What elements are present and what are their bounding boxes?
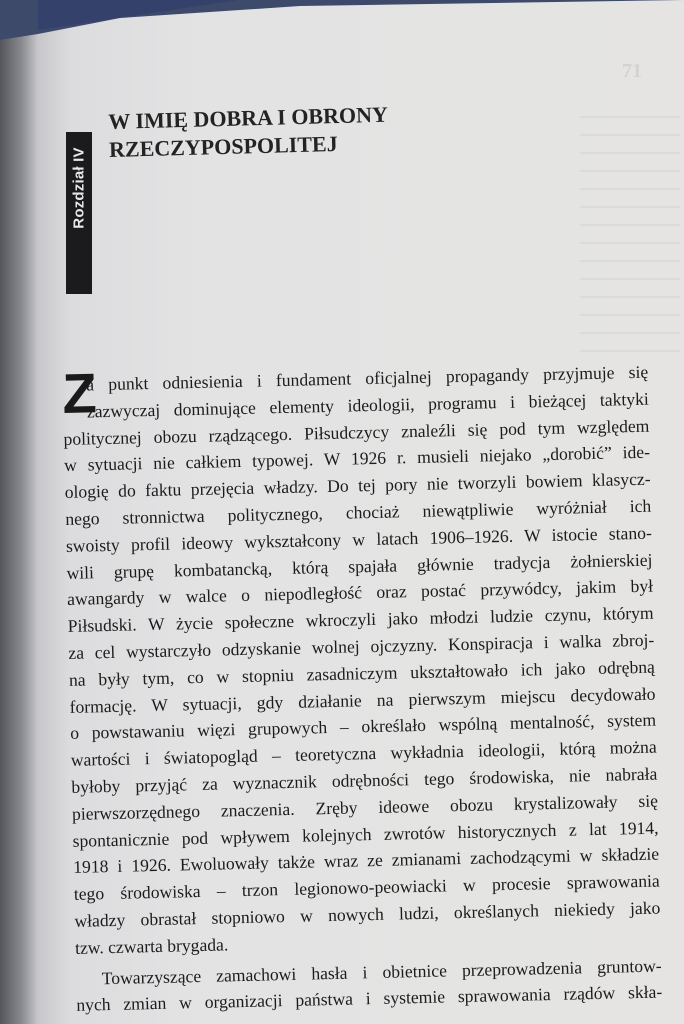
text-line: wili grupę kombatancką, którą spajała głównie tradycja żołnierskiej (66, 549, 653, 583)
text-line: swoisty profil ideowy wykształcony w latach 1906–1926. W istocie stano- (65, 522, 653, 556)
text-line: a punkt odniesienia i fundament oficjalnej propagandy przyjmuje się (86, 361, 649, 395)
text-line: za cel wystarczyło odzyskanie wolnej ojczyzny. Konspiracja i walka zbroj- (68, 629, 655, 663)
text-line: tego środowiska – trzon legionowo-peowiacki w procesie sprawowania (73, 870, 660, 905)
text-line: tzw. czwarta brygada. (74, 934, 229, 958)
drop-cap: Z (61, 361, 98, 425)
text-line: nego stronnictwa politycznego, chociaż niewątpliwie wyróżniał ich (65, 495, 652, 529)
text-line: 1918 i 1926. Ewoluowały także wraz ze zmianami zachodzącymi w składzie (73, 843, 660, 878)
body-text (62, 359, 663, 1019)
text-line: ologię do faktu przejęcia władzy. Do tej pory nie tworzyli bowiem klasycz- (64, 468, 651, 503)
text-line: byłoby przyjąć za wyznacznik odrębności tego środowiska, nie nabrała (71, 763, 658, 797)
text-line: w sytuacji nie całkiem typowej. W 1926 r. musieli niejako „dorobić” ide- (63, 442, 651, 476)
chapter-title (108, 101, 389, 164)
text-line: Towarzyszące zamachowi hasła i obietnice przeprowadzenia gruntow- (101, 955, 662, 988)
text-line: wartości i światopogląd – teoretyczna wykładnia ideologii, którą można (70, 736, 657, 771)
text-line: formację. W sytuacji, gdy działanie na pierwszym miejscu decydowało (69, 683, 656, 717)
show-through-page-number: 71 (622, 60, 642, 82)
text-line: spontanicznie pod wpływem kolejnych zwrotów historycznych z lat 1914, (72, 817, 659, 851)
text-line: o powstawaniu więzi grupowych – określało wspólną mentalność, system (69, 709, 657, 744)
chapter-title-line-2: RZECZYPOSPOLITEJ (108, 131, 338, 162)
text-line: Piłsudski. W życie społeczne wkroczyli jako młodzi ludzie czynu, którym (67, 602, 654, 637)
text-line: nych zmian w organizacji państwa i systemie sprawowania rządów skła- (76, 981, 663, 1016)
text-line: politycznej obozu rządzącego. Piłsudczycy znaleźli się pod tym względem (63, 415, 650, 449)
text-line: awangardy w walce o niepodległość oraz postać przywódcy, jakim był (66, 576, 654, 610)
chapter-title-line-1: W IMIĘ DOBRA I OBRONY (108, 101, 389, 134)
text-line: pierwszorzędnego znaczenia. Zręby ideowe obozu krystalizowały się (71, 790, 659, 824)
text-line: na były tym, co w stopniu zasadniczym ukształtowało ich jako odrębną (68, 656, 656, 690)
text-line: władzy obrastał stopniowo w nowych ludzi, określanych niekiedy jako (74, 897, 661, 931)
text-line: zazwyczaj dominujące elementy ideologii, programu i bieżącej taktyki (86, 388, 649, 422)
chapter-tab-label: Rozdział IV (70, 147, 88, 229)
show-through-text (580, 100, 680, 360)
